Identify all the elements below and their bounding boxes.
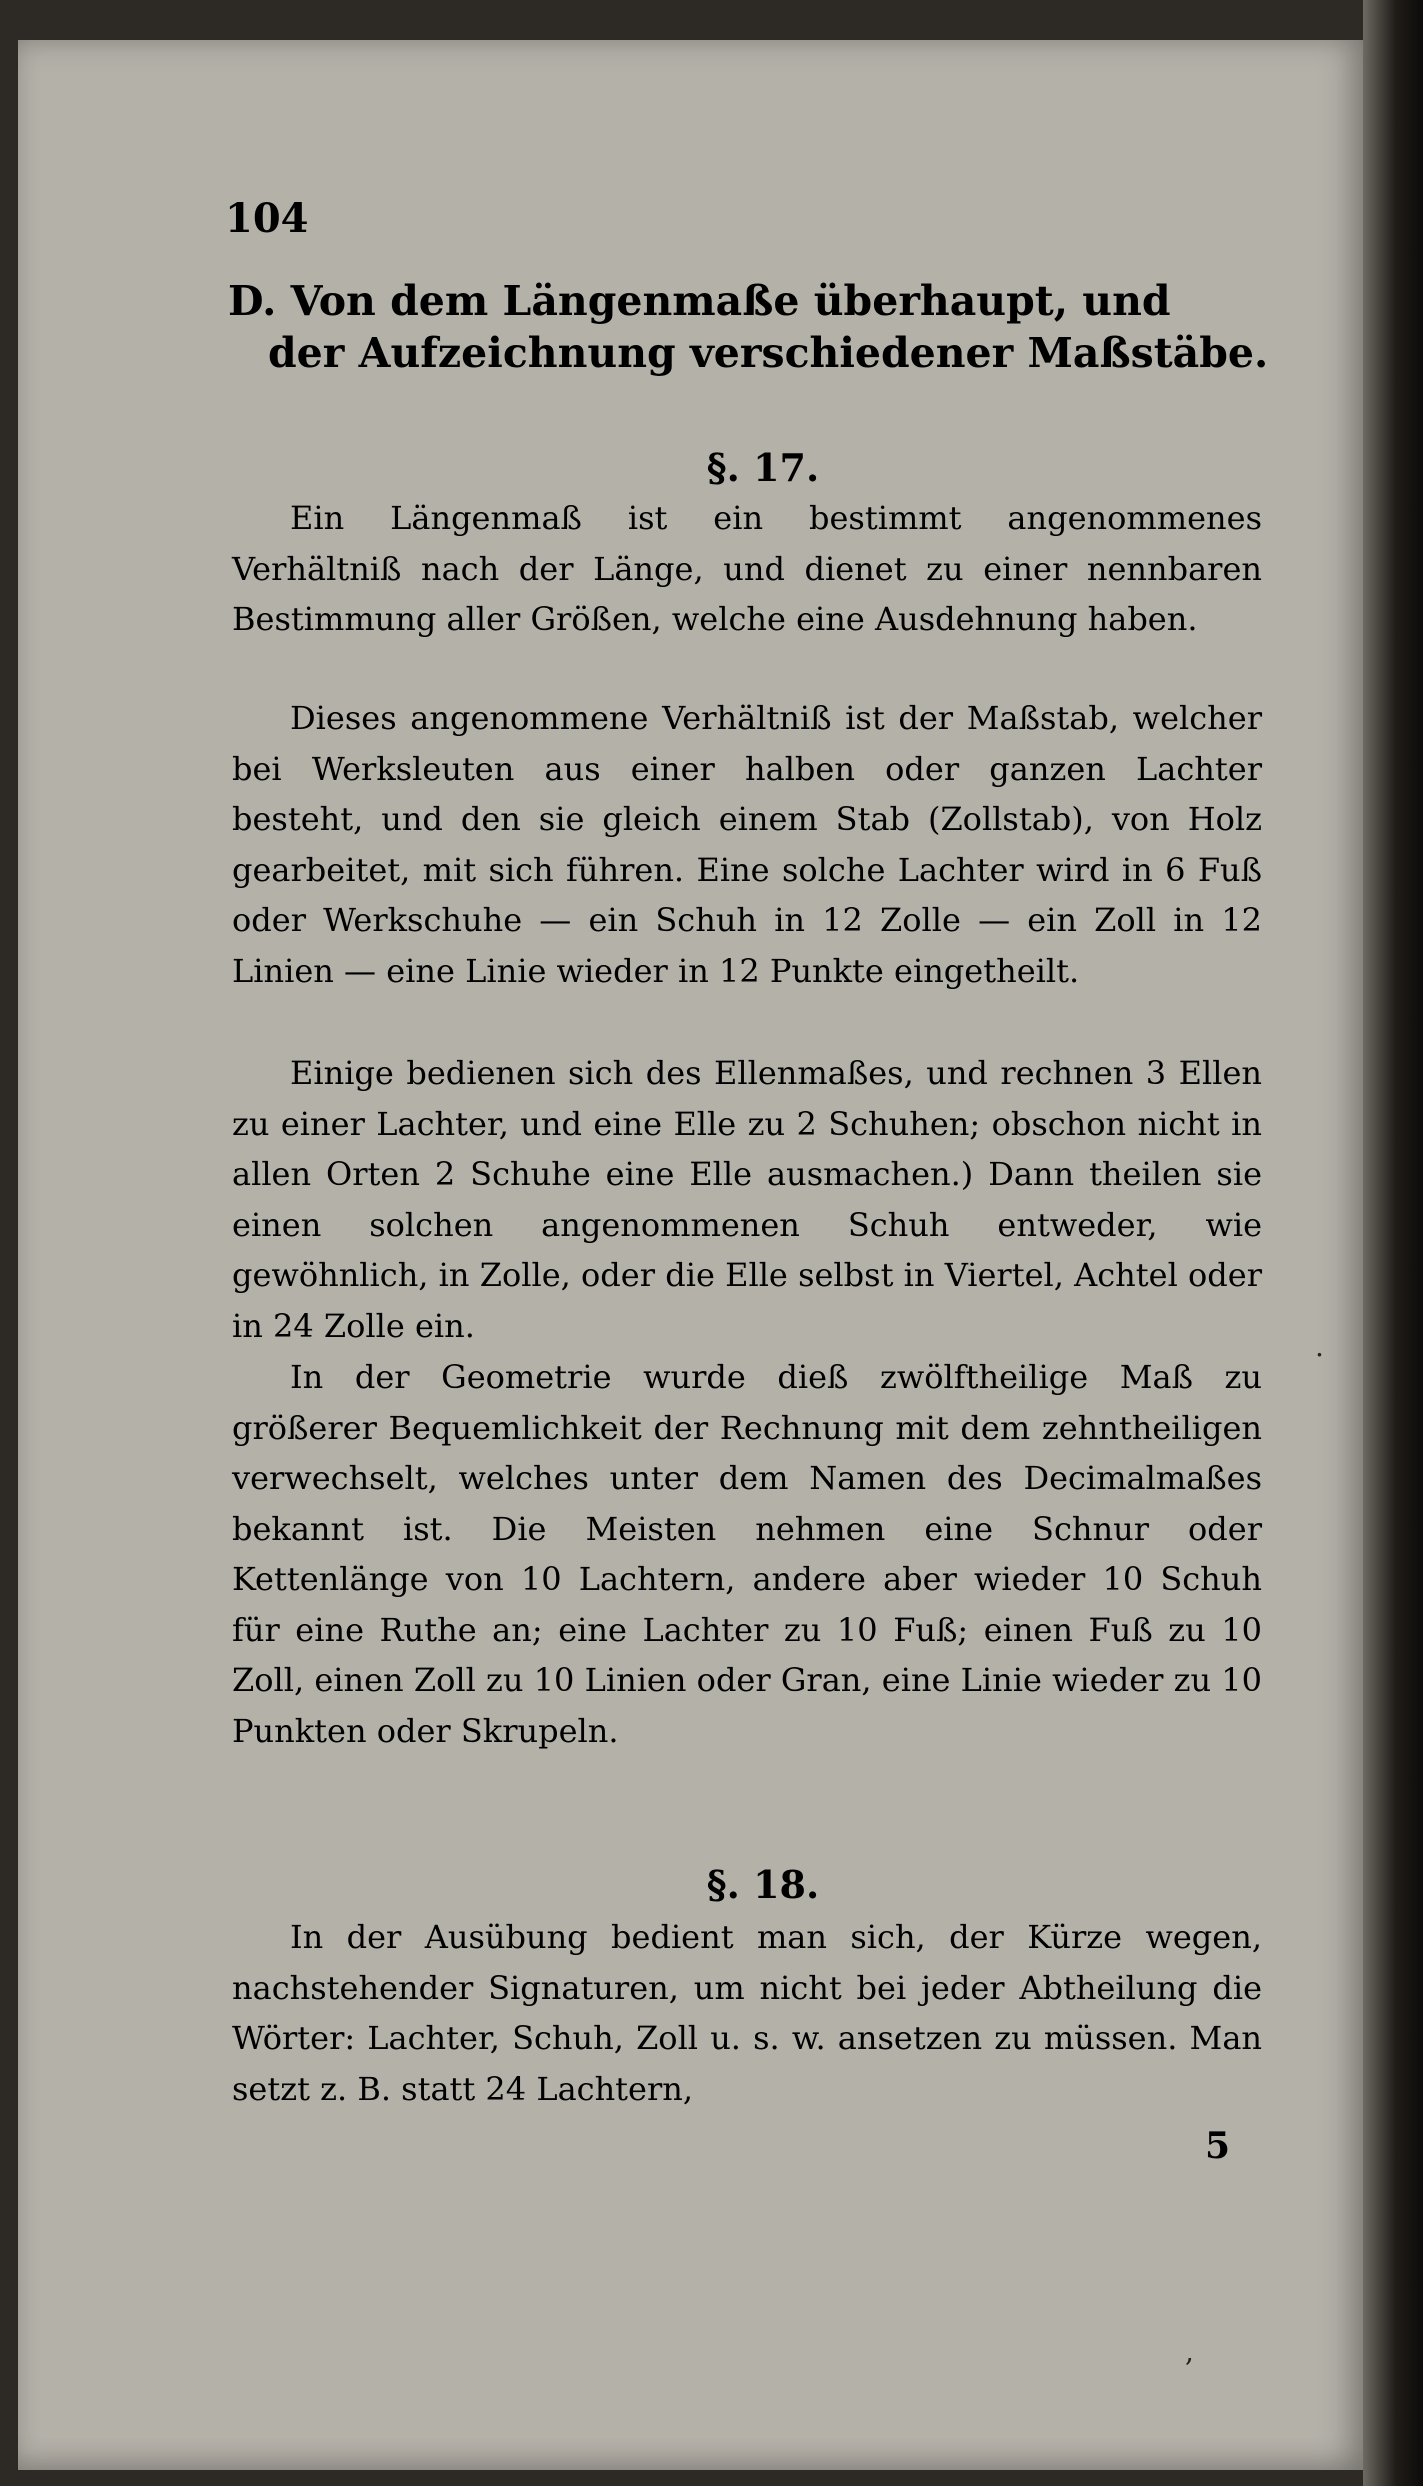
section-18-paragraph-1: In der Ausübung bedient man sich, der Kürze wegen, nachstehender Signaturen, um nicht bei jeder Abtheilung die Wörter: Lachter, Schuh, Zoll u. s. w. ansetzen zu müssen. Man setzt z. B. statt 24 Lachtern,: [232, 1918, 1262, 2108]
section-17-paragraph-3: Einige bedienen sich des Ellenmaßes, und rechnen 3 Ellen zu einer Lachter, und eine Elle zu 2 Schuhen; obschon nicht in allen Orten 2 Schuhe eine Elle ausmachen.) Dann theilen sie einen solchen angenommenen Schuh entweder, wie gewöhnlich, in Zolle, oder die Elle selbst in Viertel, Achtel oder in 24 Zolle ein.: [232, 1054, 1262, 1345]
section-17-paragraph-2: Dieses angenommene Verhältniß ist der Maßstab, welcher bei Werksleuten aus einer halben oder ganzen Lachter besteht, und den sie gleich einem Stab (Zollstab), von Holz gearbeitet, mit sich führen. Eine solche Lachter wird in 6 Fuß oder Werkschuhe — ein Schuh in 12 Zolle — ein Zoll in 12 Linien — eine Linie wieder in 12 Punkte eingetheilt.: [232, 699, 1262, 990]
chapter-title-line-2: der Aufzeichnung verschiedener Maßstäbe.: [268, 329, 1269, 377]
page-number: 104: [225, 195, 309, 242]
catchword: 5: [1205, 2125, 1231, 2167]
chapter-title: [228, 275, 1278, 379]
margin-speck: .: [1315, 1330, 1324, 1363]
section-17-paragraph-1: Ein Längenmaß ist ein bestimmt angenommenes Verhältniß nach der Länge, und dienet zu einer nennbaren Bestimmung aller Größen, welche eine Ausdehnung haben.: [232, 499, 1262, 638]
margin-speck: ,: [1185, 2335, 1194, 2368]
section-17-heading: §. 17.: [706, 445, 820, 490]
section-18-heading: §. 18.: [706, 1862, 820, 1907]
section-17-paragraph-4: In der Geometrie wurde dieß zwölftheilige Maß zu größerer Bequemlichkeit der Rechnung mit dem zehntheiligen verwechselt, welches unter dem Namen des Decimalmaßes bekannt ist. Die Meisten nehmen eine Schnur oder Kettenlänge von 10 Lachtern, andere aber wieder 10 Schuh für eine Ruthe an; eine Lachter zu 10 Fuß; einen Fuß zu 10 Zoll, einen Zoll zu 10 Linien oder Gran, eine Linie wieder zu 10 Punkten oder Skrupeln.: [232, 1358, 1262, 1750]
chapter-title-line-1: D. Von dem Längenmaße überhaupt, und: [228, 277, 1171, 325]
book-spine: [1363, 0, 1423, 2486]
